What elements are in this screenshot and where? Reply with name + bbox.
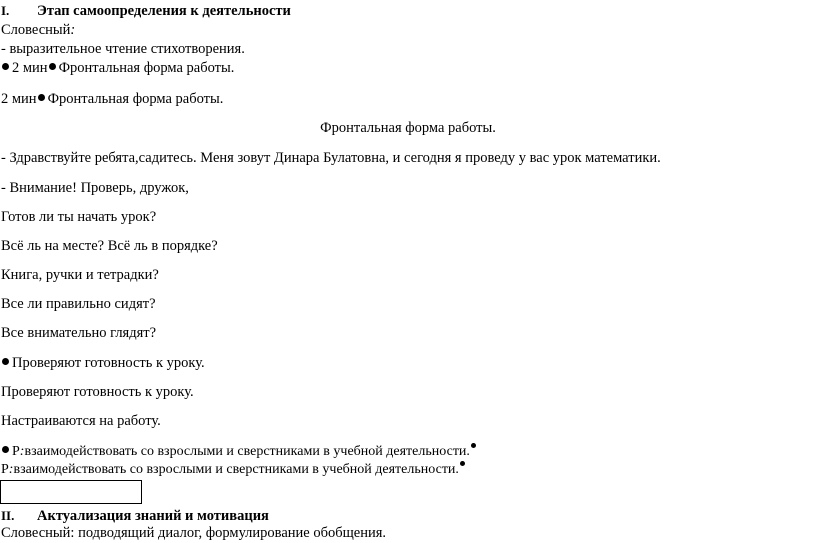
- section-2-heading: [1, 507, 269, 525]
- section-number: I.: [1, 3, 10, 18]
- method-item: - выразительное чтение стихотворения.: [1, 41, 245, 57]
- section-number: II.: [1, 508, 15, 523]
- bullet-icon: [38, 94, 45, 101]
- time-form-line-2: 2 мин Фронтальная форма работы.: [1, 91, 224, 107]
- poem-line: Все ли правильно сидят?: [1, 296, 156, 312]
- method-label: Словесный:: [1, 22, 76, 38]
- poem-line: Готов ли ты начать урок?: [1, 209, 157, 225]
- empty-table-cell: [0, 480, 142, 504]
- bullet-icon: [2, 63, 9, 70]
- teacher-greeting: - Здравствуйте ребята,садитесь. Меня зовут Динара Булатовна, и сегодня я проведу у вас урок математики.: [1, 150, 661, 166]
- student-action: Настраиваются на работу.: [1, 413, 161, 429]
- student-action: Проверяют готовность к уроку.: [1, 384, 194, 400]
- bullet-icon: [460, 461, 465, 466]
- poem-line: Книга, ручки и тетрадки?: [1, 267, 159, 283]
- section-2-method: Словесный: подводящий диалог, формулирование обобщения.: [1, 525, 387, 541]
- bullet-icon: [49, 63, 56, 70]
- section-title: Этап самоопределения к деятельности: [37, 3, 291, 19]
- uud-line-bulleted: Р:взаимодействовать со взрослыми и сверстниками в учебной деятельности.: [1, 443, 476, 460]
- poem-line: Все внимательно глядят?: [1, 325, 157, 341]
- student-action-bulleted: Проверяют готовность к уроку.: [1, 355, 205, 372]
- bullet-icon: [2, 446, 9, 453]
- section-title: Актуализация знаний и мотивация: [37, 508, 269, 524]
- bullet-icon: [2, 358, 9, 365]
- poem-line: Всё ль на месте? Всё ль в порядке?: [1, 238, 218, 254]
- uud-line: Р:взаимодействовать со взрослыми и сверстниками в учебной деятельности.: [1, 461, 465, 478]
- time-form-line-1: 2 мин Фронтальная форма работы.: [1, 60, 234, 77]
- poem-line: - Внимание! Проверь, дружок,: [1, 180, 189, 196]
- form-centered: Фронтальная форма работы.: [320, 120, 496, 136]
- section-1-heading: [1, 2, 291, 20]
- bullet-icon: [471, 443, 476, 448]
